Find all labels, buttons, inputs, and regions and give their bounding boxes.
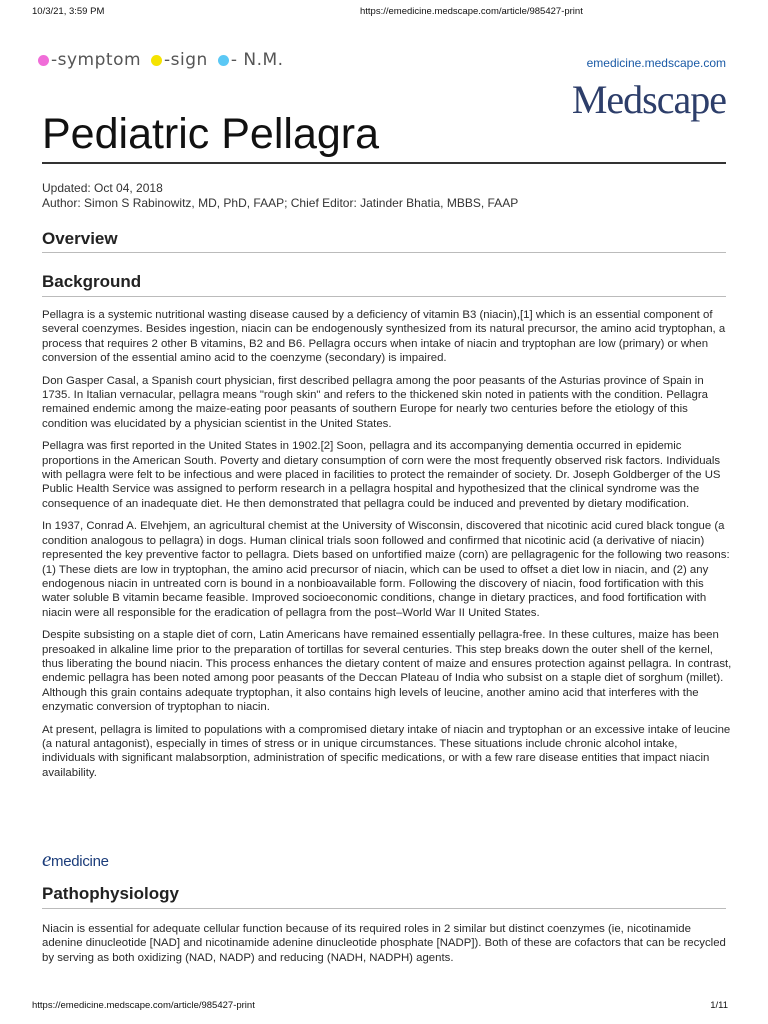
pathophysiology-divider	[42, 908, 726, 909]
legend-item-sign	[151, 50, 208, 70]
title-divider	[42, 162, 726, 164]
pathophysiology-body	[42, 922, 732, 973]
author-line: Author: Simon S Rabinowitz, MD, PhD, FAAP; Chief Editor: Jatinder Bhatia, MBBS, FAAP	[42, 195, 519, 210]
annotation-legend	[38, 48, 294, 72]
paragraph: Pellagra is a systemic nutritional wasting disease caused by a deficiency of vitamin B3 (niacin),[1] which is an essential component of several coenzymes. Besides ingestion, niacin can be endogenously synthesized from its natural precursor, the amino acid tryptophan, a process that requires 2 other B vitamins, B2 and B6. Pellagra occurs when intake of niacin and tryptophan are low (primary) or when conversion of the essential amino acid to the coenzyme (secondary) is impaired.	[42, 309, 726, 365]
paragraph: Despite subsisting on a staple diet of corn, Latin Americans have remained essentially pellagra-free. In these cultures, maize has been presoaked in alkaline lime prior to the preparation of tortillas for several centuries. This step breaks down the outer shell of the kernel, thus liberating the bound niacin. This process enhances the dietary content of maize and ensures protection against pellagra. In contrast, endemic pellagra has been noted among poor peasants of the Deccan Plateau of India who subsist on a staple diet of sorghum (millet). Although this grain contains adequate tryptophan, it also contains high levels of leucine, another amino acid that interferes with the enzymatic conversion of tryptophan to niacin.	[42, 629, 732, 714]
print-footer	[32, 1000, 728, 1012]
legend-item-nm	[218, 50, 284, 70]
legend-label-sign: -sign	[164, 50, 208, 70]
pink-dot-icon	[38, 55, 49, 66]
overview-divider	[42, 252, 726, 253]
print-header-url: https://emedicine.medscape.com/article/985427-print	[360, 6, 583, 17]
emedicine-logo-rest: medicine	[51, 853, 109, 870]
print-header	[32, 6, 728, 20]
emedicine-logo	[42, 847, 109, 872]
legend-item-symptom	[38, 50, 141, 70]
background-body	[42, 308, 732, 788]
paragraph: Niacin is essential for adequate cellular function because of its required roles in 2 similar but distinct coenzymes (ie, nicotinamide adenine dinucleotide [NAD] and nicotinamide adenine dinucleotide phosphate [NADP]). Both of these are cofactors that can be recycled by serving as both oxidizing (NAD, NADP) and reducing (NADH, NADPH) agents.	[42, 923, 726, 964]
page-title: Pediatric Pellagra	[42, 110, 380, 158]
background-divider	[42, 296, 726, 297]
blue-dot-icon	[218, 55, 229, 66]
paragraph: Pellagra was first reported in the United States in 1902.[2] Soon, pellagra and its accompanying dementia occurred in epidemic proportions in the American South. Poverty and dietary consumption of corn were the most frequently observed risk factors. Individuals with pellagra were felt to be infectious and were placed in facilities to protect the remainder of society. Dr. Joseph Goldberger of the US Public Health Service was assigned to perform research in a pellagra hospital and hypothesized that the clinical syndrome was the consequence of an inadequate diet. He then demonstrated that pellagra could be induced and prevented by dietary modification.	[42, 440, 721, 510]
section-heading-background: Background	[42, 272, 142, 291]
legend-label-nm: - N.M.	[230, 50, 284, 70]
site-link[interactable]: emedicine.medscape.com	[586, 56, 726, 70]
paragraph: In 1937, Conrad A. Elvehjem, an agricultural chemist at the University of Wisconsin, discovered that nicotinic acid cured black tongue (a condition analogous to pellagra) in dogs. Human clinical trials soon followed and confirmed that nicotinic acid (a derivative of niacin) represented the key preventive factor to pellagra. Diets based on unfortified maize (corn) are pellagragenic for the following two reasons: (1) These diets are low in tryptophan, the amino acid precursor of niacin, which can be used to offset a diet low in niacin, and (2) any endogenous niacin in untreated corn is bound in a nonbioavailable form. Following the discovery of niacin, food fortification with this water soluble B vitamin became feasible. Improved socioeconomic conditions, change in dietary practices, and food fortification with niacin were all responsible for the eradication of pellagra from the post–World War II United States.	[42, 520, 730, 619]
paragraph: At present, pellagra is limited to populations with a compromised dietary intake of niacin and tryptophan or an excessive intake of leucine (a natural antagonist), especially in times of stress or in unique circumstances. These situations include chronic alcohol intake, individuals with significant malabsorption, administration of specific medications, or with a few rare disease entities that impact niacin availability.	[42, 723, 731, 779]
yellow-dot-icon	[151, 55, 162, 66]
section-heading-overview: Overview	[42, 229, 118, 248]
medscape-logo: Medscape	[571, 77, 726, 122]
emedicine-logo-initial: e	[42, 847, 52, 871]
print-datetime: 10/3/21, 3:59 PM	[32, 6, 105, 17]
legend-label-symptom: -symptom	[51, 50, 142, 70]
print-footer-url: https://emedicine.medscape.com/article/985427-print	[32, 1000, 255, 1011]
updated-date: Updated: Oct 04, 2018	[42, 181, 163, 195]
section-heading-pathophysiology: Pathophysiology	[42, 884, 179, 903]
page-number: 1/11	[710, 1000, 728, 1011]
paragraph: Don Gasper Casal, a Spanish court physician, first described pellagra among the poor peasants of the Asturias province of Spain in 1735. In Italian vernacular, pellagra means "rough skin" and refers to the thickened skin noted in patients with the condition. Pellagra remained endemic among the maize-eating poor peasants of southern Europe for nearly two centuries before the etiology of this condition was elucidated by a physician scientist in the United States.	[42, 374, 708, 430]
article-meta	[42, 181, 518, 210]
